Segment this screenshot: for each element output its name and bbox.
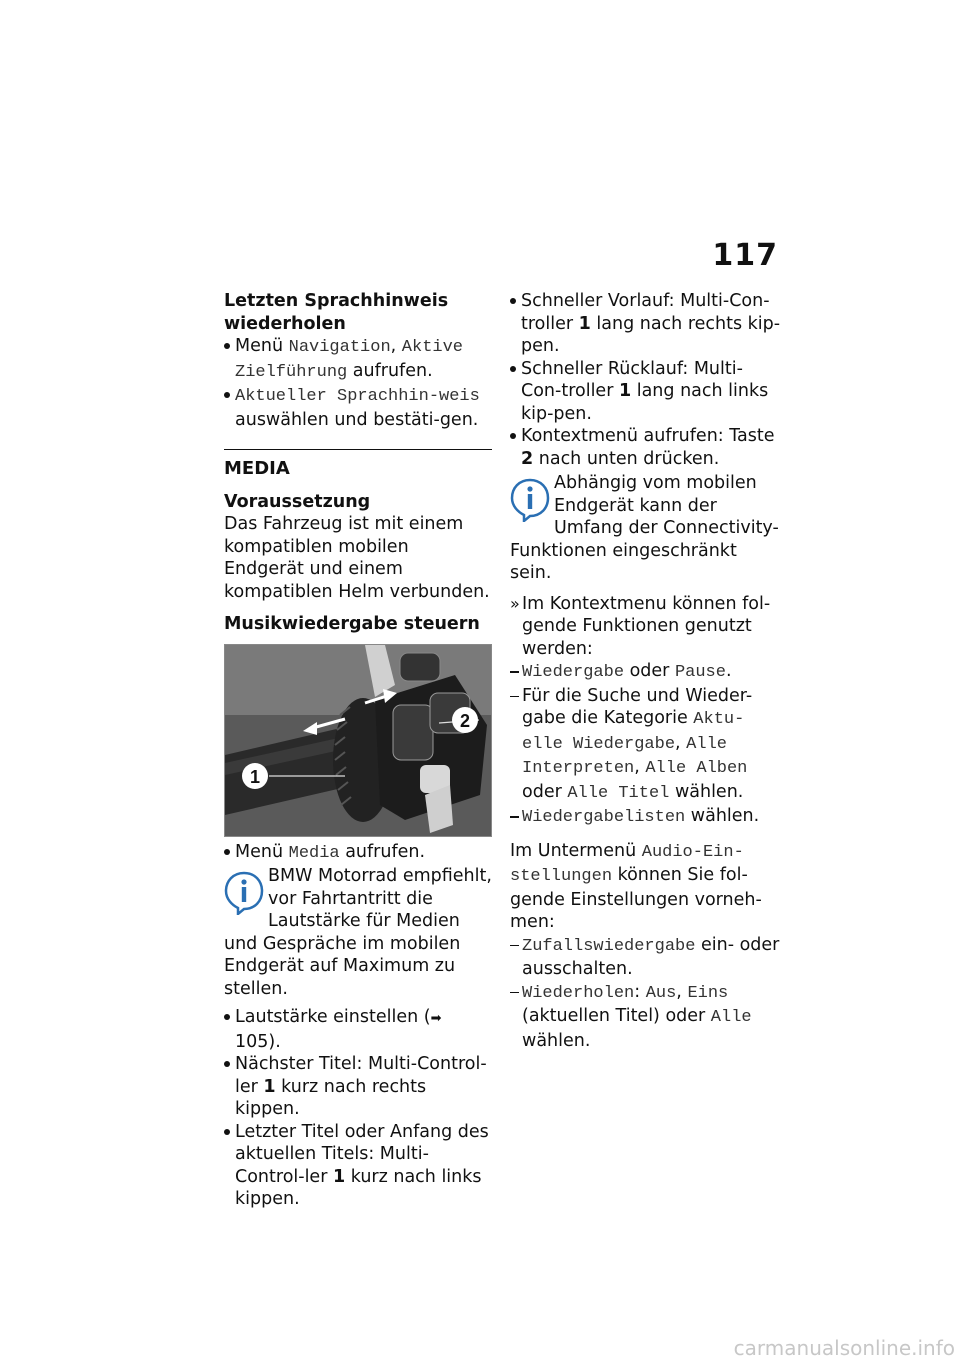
- text: aufrufen.: [339, 841, 426, 862]
- list-item: [510, 290, 782, 358]
- list-item: [510, 425, 782, 470]
- menu-term: Navigation: [288, 338, 391, 357]
- menu-term: Audio-Ein-stellungen: [510, 842, 744, 886]
- info-note: [224, 865, 492, 1000]
- info-icon: [224, 871, 264, 915]
- text: (aktuellen Titel) oder: [522, 1006, 711, 1026]
- callout-1: 1: [249, 766, 261, 787]
- page-ref-arrow-icon: ➡: [430, 1011, 442, 1026]
- menu-term: Aktueller Sprachhin-weis: [235, 387, 480, 406]
- info-note: [510, 472, 782, 585]
- text: oder: [624, 661, 675, 681]
- control-ref: 2: [521, 448, 534, 469]
- text: Lautstärke einstellen (: [235, 1007, 431, 1027]
- list-item: [510, 934, 782, 981]
- page-number: 117: [712, 238, 778, 273]
- menu-term: Eins: [687, 983, 729, 1003]
- list-item: [510, 981, 782, 1053]
- text: ,: [676, 981, 688, 1002]
- text: Schneller Rücklauf: Multi-Con-troller: [521, 358, 743, 401]
- text: ,: [390, 336, 402, 356]
- menu-term: Wiederholen: [522, 983, 635, 1003]
- text: Für die Suche und Wieder-gabe die Kategorie: [522, 685, 753, 728]
- text: auswählen und bestäti-gen.: [235, 409, 479, 430]
- heading-music-control: Musikwiedergabe steuern: [224, 614, 480, 634]
- text: Im Kontextmenu können fol-gende Funktionen genutzt werden:: [522, 593, 771, 659]
- text: Kontextmenü aufrufen: Taste: [521, 426, 775, 446]
- menu-term: Wiedergabelisten: [522, 808, 686, 827]
- list-item: [510, 685, 782, 806]
- list-item: [510, 805, 782, 830]
- text: kurz nach links kippen.: [235, 1166, 482, 1209]
- text: lang nach rechts kip-pen.: [521, 313, 781, 356]
- text: Im Untermenü: [510, 840, 642, 861]
- list-item: [224, 384, 492, 431]
- text: Schneller Vorlauf: Multi-Con-troller: [521, 291, 770, 334]
- paragraph: [510, 840, 782, 934]
- text: kurz nach rechts kippen.: [235, 1076, 427, 1119]
- menu-term: Wiedergabe: [522, 663, 625, 682]
- menu-term: Media: [288, 843, 340, 863]
- right-column: [510, 290, 782, 1052]
- text: Nächster Titel: Multi-Control-ler: [235, 1054, 487, 1097]
- list-item: [224, 1053, 492, 1121]
- handlebar-illustration: [225, 645, 492, 837]
- text: aufrufen.: [347, 360, 433, 381]
- text: Menü: [235, 841, 289, 862]
- left-column: [224, 290, 492, 1211]
- text: wählen.: [669, 781, 744, 802]
- text: lang nach links kip-pen.: [521, 381, 769, 424]
- text: können Sie fol-gende Einstellungen vorneh-men:: [510, 865, 762, 932]
- text: .: [725, 661, 732, 681]
- handlebar-figure: [224, 644, 492, 837]
- menu-term: Alle Interpreten: [522, 734, 727, 778]
- note-text: Abhängig vom mobilen Endgerät kann der Umfang der Connectivity-Funktionen eingeschränkt sein.: [510, 473, 779, 583]
- menu-term: Aus: [645, 983, 677, 1003]
- menu-term: Alle Alben: [645, 759, 748, 778]
- list-item: [224, 335, 492, 384]
- control-ref: 1: [332, 1166, 346, 1187]
- heading-prerequisite: Voraussetzung: [224, 491, 371, 512]
- menu-term: Alle Titel: [567, 783, 670, 803]
- info-icon: [510, 478, 550, 522]
- list-item: [510, 358, 782, 426]
- control-ref: 1: [618, 381, 632, 401]
- control-ref: 1: [263, 1076, 276, 1097]
- callout-2: 2: [459, 710, 471, 731]
- heading-repeat-voice: Letzten Sprachhinweis wiederholen: [224, 291, 449, 334]
- text: wählen.: [522, 1030, 591, 1051]
- list-item: [224, 1006, 492, 1053]
- menu-term: Zufallswiedergabe: [522, 936, 696, 956]
- result-arrow-icon: »: [510, 593, 520, 613]
- menu-term: Aktu-elle Wiedergabe: [522, 710, 745, 754]
- text: Letzter Titel oder Anfang des aktuellen Titels: Multi-Control-ler: [235, 1121, 489, 1187]
- text: nach unten drücken.: [533, 448, 720, 469]
- menu-term: Pause: [674, 663, 726, 682]
- menu-term: Alle: [710, 1008, 752, 1027]
- text: Menü: [235, 336, 289, 356]
- heading-media: MEDIA: [224, 449, 492, 481]
- paragraph: Das Fahrzeug ist mit einem kompatiblen mobilen Endgerät und einem kompatiblen Helm verbunden.: [224, 514, 490, 602]
- text: wählen.: [685, 806, 760, 826]
- page-ref: 105).: [235, 1031, 281, 1052]
- menu-term: Aktive Zielführung: [235, 338, 464, 382]
- control-ref: 1: [578, 313, 591, 334]
- list-item: [224, 841, 492, 866]
- text: ,: [634, 757, 646, 777]
- result-item: [510, 593, 782, 661]
- note-text: BMW Motorrad empfiehlt, vor Fahrtantritt die Lautstärke für Medien und Gespräche im mobilen Endgerät auf Maximum zu stellen.: [224, 866, 492, 999]
- text: ,: [675, 732, 687, 753]
- list-item: [224, 1121, 492, 1211]
- text: :: [634, 981, 646, 1002]
- text: ein- oder ausschalten.: [522, 934, 780, 979]
- watermark: carmanualsonline.info: [733, 1336, 955, 1360]
- text: oder: [522, 781, 568, 802]
- list-item: [510, 660, 782, 685]
